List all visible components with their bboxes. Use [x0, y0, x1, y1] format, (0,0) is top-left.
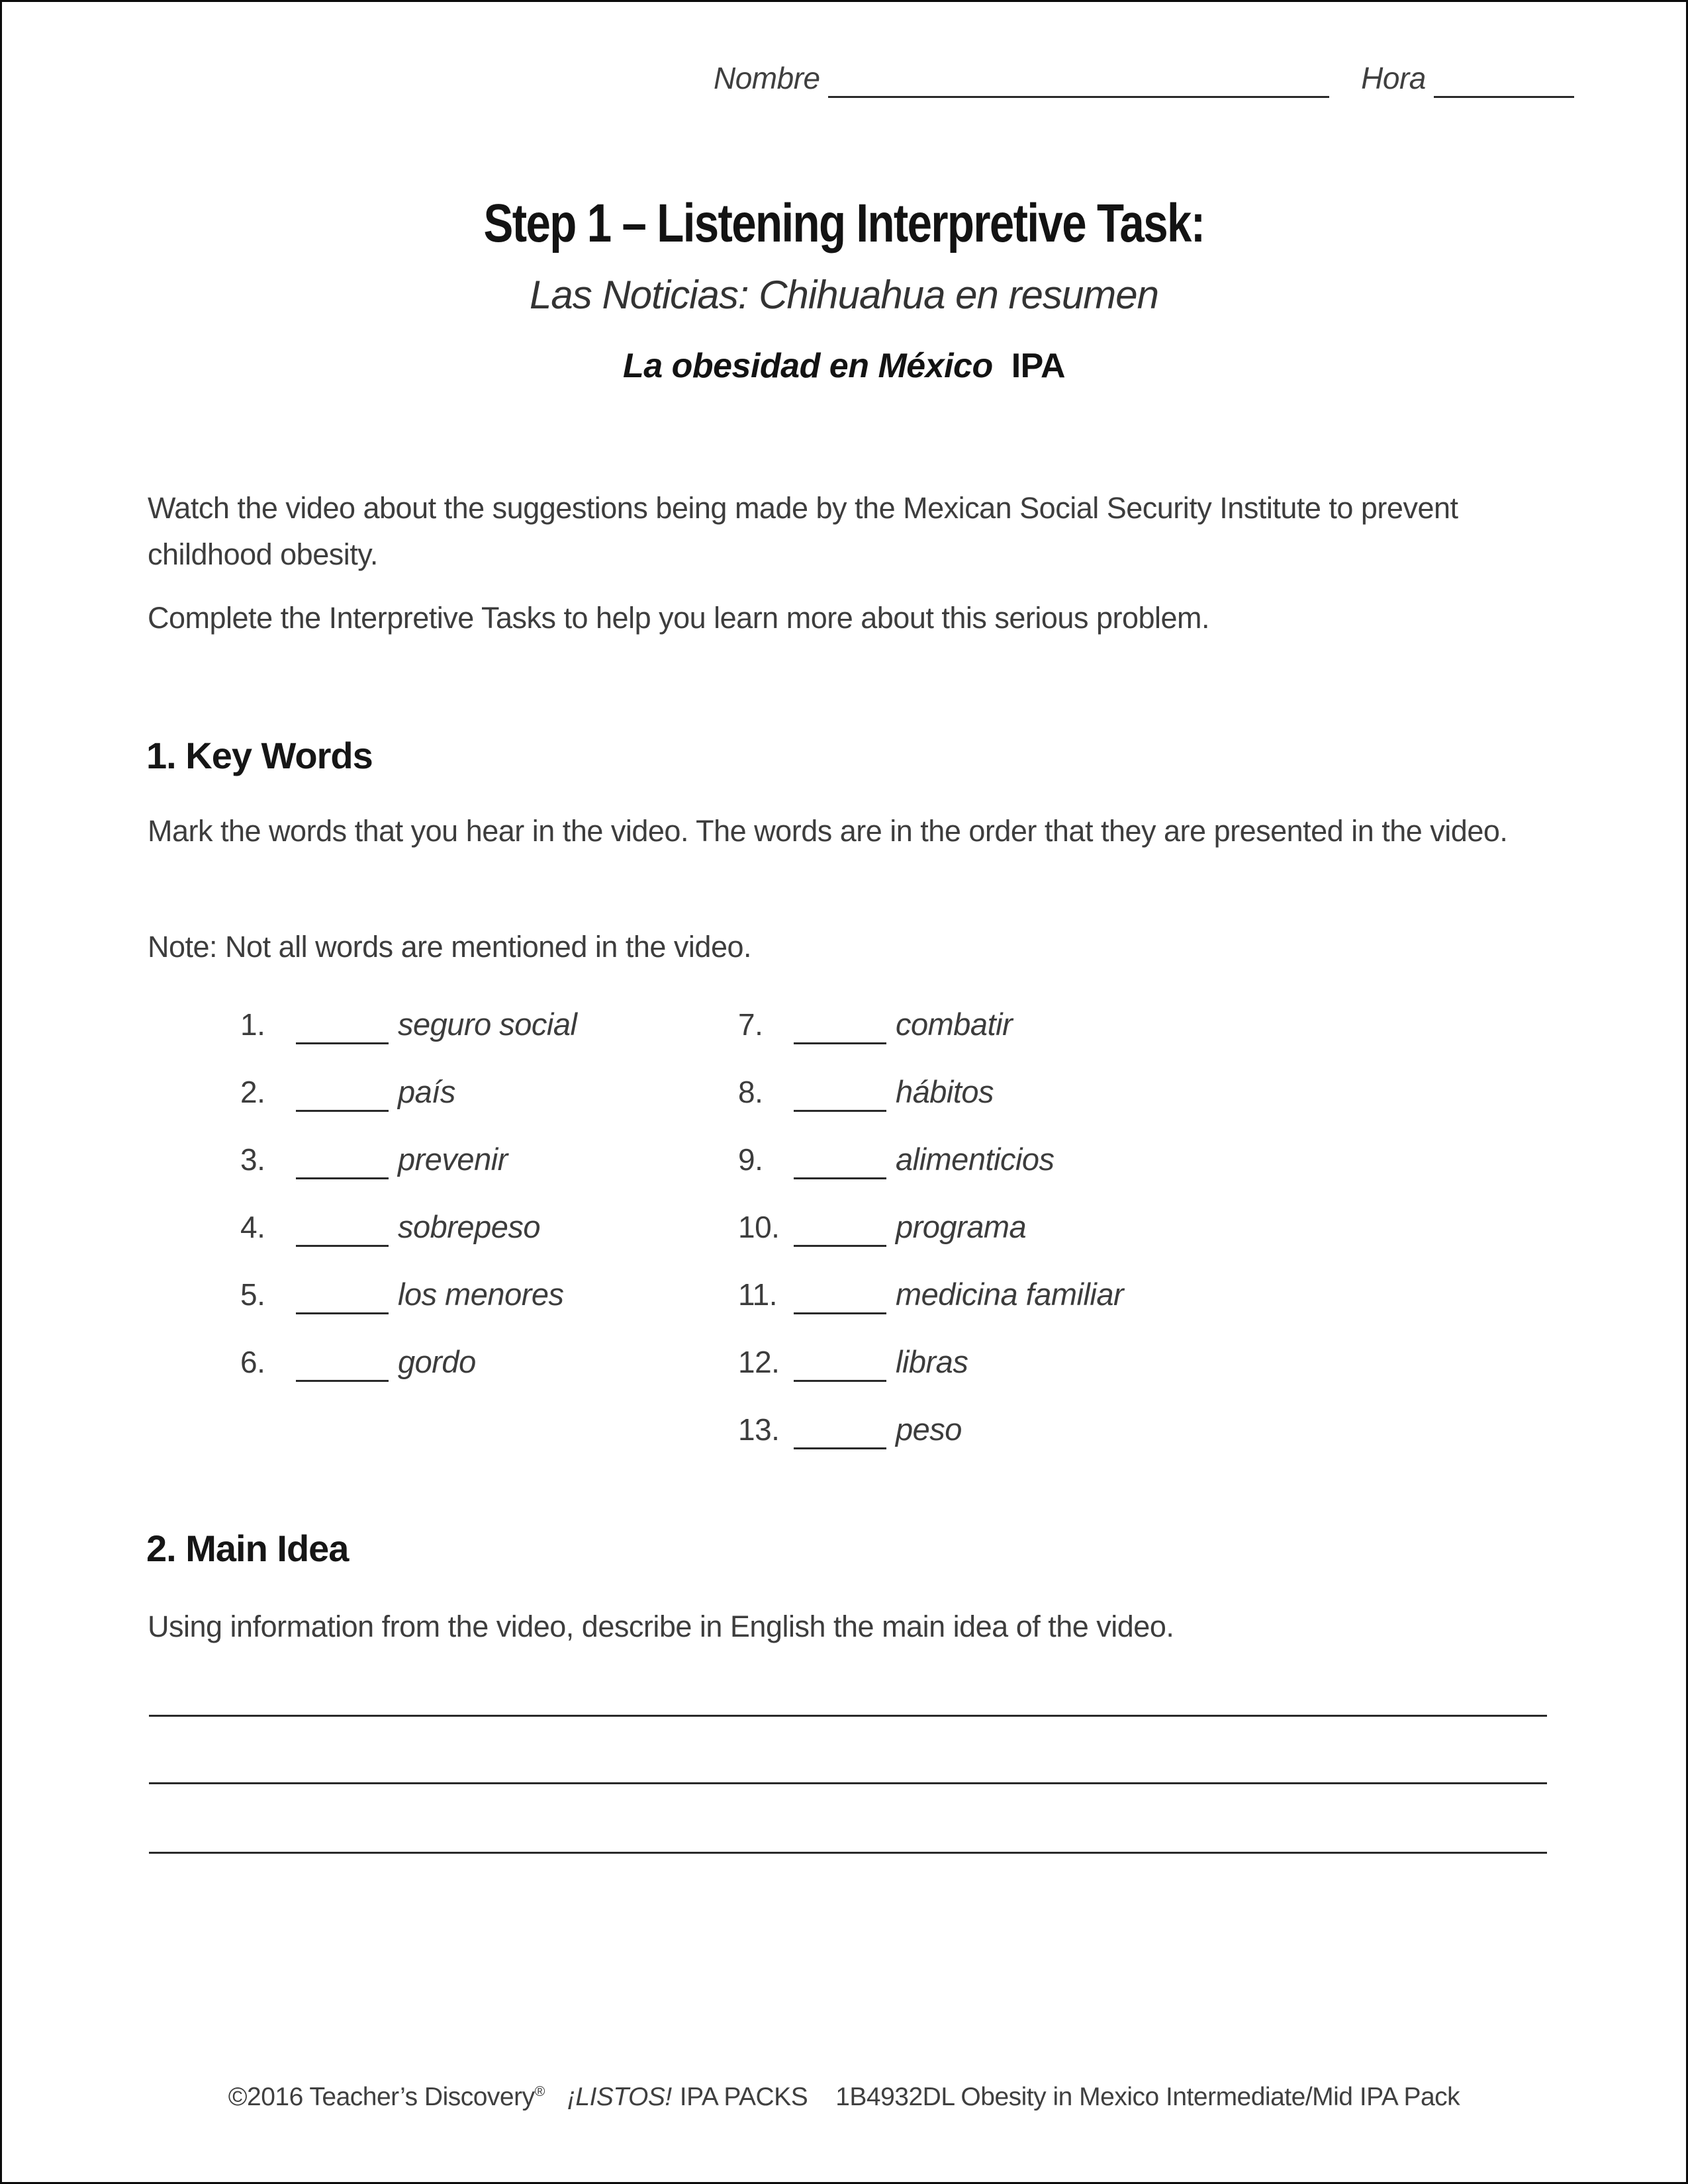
name-label: Nombre	[714, 61, 820, 95]
item-number: 13.	[738, 1412, 780, 1447]
answer-blank[interactable]	[296, 1102, 389, 1112]
product-code-text: 1B4932DL Obesity in Mexico Intermediate/Mid IPA Pack	[835, 2083, 1460, 2111]
key-word-text: gordo	[398, 1344, 476, 1379]
answer-blank[interactable]	[296, 1372, 389, 1382]
series-subtitle: IPA PACKS	[679, 2083, 808, 2111]
key-word-text: combatir	[896, 1007, 1013, 1042]
answer-blank[interactable]	[794, 1102, 886, 1112]
ipa-title-italic: La obesidad en México	[622, 347, 993, 385]
key-words-heading: 1. Key Words	[146, 735, 373, 776]
answer-line[interactable]	[149, 1852, 1547, 1854]
key-word-row	[738, 1328, 1123, 1396]
item-number: 2.	[240, 1075, 265, 1109]
key-word-text: alimenticios	[896, 1142, 1055, 1177]
item-number: 6.	[240, 1345, 265, 1379]
page-subtitle: Las Noticias: Chihuahua en resumen	[530, 273, 1158, 317]
key-words-column-left	[240, 991, 577, 1396]
registered-trademark-symbol: ®	[534, 2083, 545, 2099]
key-word-row	[738, 1193, 1123, 1261]
page-title	[2, 195, 1686, 252]
intro-paragraph-1: Watch the video about the suggestions being made by the Mexican Social Security Institute to prevent childhood obesity.	[148, 491, 1458, 571]
key-word-row	[738, 1126, 1123, 1193]
key-word-row	[240, 1126, 577, 1193]
item-number: 12.	[738, 1345, 780, 1379]
intro-paragraph-2: Complete the Interpretive Tasks to help you learn more about this serious problem.	[148, 601, 1210, 635]
key-word-text: libras	[896, 1344, 968, 1379]
key-word-text: los menores	[398, 1277, 564, 1312]
answer-blank[interactable]	[794, 1237, 886, 1247]
ipa-title-suffix: IPA	[1011, 347, 1066, 385]
footer	[2, 2083, 1686, 2112]
answer-blank[interactable]	[296, 1304, 389, 1314]
copyright-text: ©2016 Teacher’s Discovery	[228, 2083, 535, 2111]
key-word-text: país	[398, 1074, 455, 1109]
answer-line[interactable]	[149, 1782, 1547, 1784]
key-word-text: prevenir	[398, 1142, 508, 1177]
hour-blank[interactable]	[1434, 88, 1574, 98]
key-word-row	[738, 991, 1123, 1058]
name-hour-row	[714, 60, 1574, 96]
answer-blank[interactable]	[296, 1237, 389, 1247]
key-word-text: seguro social	[398, 1007, 577, 1042]
key-words-instructions: Mark the words that you hear in the video. The words are in the order that they are presented in the video.	[148, 814, 1508, 848]
item-number: 10.	[738, 1210, 780, 1244]
key-word-row	[738, 1396, 1123, 1463]
item-number: 7.	[738, 1007, 763, 1042]
item-number: 9.	[738, 1142, 763, 1177]
key-word-text: hábitos	[896, 1074, 994, 1109]
item-number: 8.	[738, 1075, 763, 1109]
answer-blank[interactable]	[296, 1169, 389, 1179]
main-idea-instructions: Using information from the video, describe in English the main idea of the video.	[148, 1610, 1174, 1643]
answer-blank[interactable]	[296, 1034, 389, 1044]
key-word-row	[240, 1261, 577, 1328]
item-number: 1.	[240, 1007, 265, 1042]
key-word-row	[240, 991, 577, 1058]
answer-blank[interactable]	[794, 1304, 886, 1314]
key-word-text: programa	[896, 1209, 1027, 1244]
answer-line[interactable]	[149, 1715, 1547, 1717]
item-number: 4.	[240, 1210, 265, 1244]
key-word-row	[738, 1058, 1123, 1126]
item-number: 3.	[240, 1142, 265, 1177]
answer-blank[interactable]	[794, 1372, 886, 1382]
answer-blank[interactable]	[794, 1034, 886, 1044]
key-word-row	[240, 1328, 577, 1396]
key-words-note: Note: Not all words are mentioned in the video.	[148, 930, 752, 964]
main-idea-heading: 2. Main Idea	[146, 1527, 349, 1569]
series-title: ¡LISTOS!	[567, 2083, 672, 2111]
name-blank[interactable]	[828, 88, 1329, 98]
key-word-row	[738, 1261, 1123, 1328]
page-title-text: Step 1 – Listening Interpretive Task:	[483, 193, 1205, 253]
key-word-row	[240, 1058, 577, 1126]
key-word-row	[240, 1193, 577, 1261]
item-number: 11.	[738, 1277, 778, 1312]
item-number: 5.	[240, 1277, 265, 1312]
ipa-title	[2, 346, 1686, 386]
answer-blank[interactable]	[794, 1439, 886, 1449]
key-word-text: sobrepeso	[398, 1209, 540, 1244]
answer-blank[interactable]	[794, 1169, 886, 1179]
key-word-text: medicina familiar	[896, 1277, 1124, 1312]
key-words-column-right	[738, 991, 1123, 1463]
hour-label: Hora	[1361, 61, 1426, 95]
key-word-text: peso	[896, 1412, 962, 1447]
